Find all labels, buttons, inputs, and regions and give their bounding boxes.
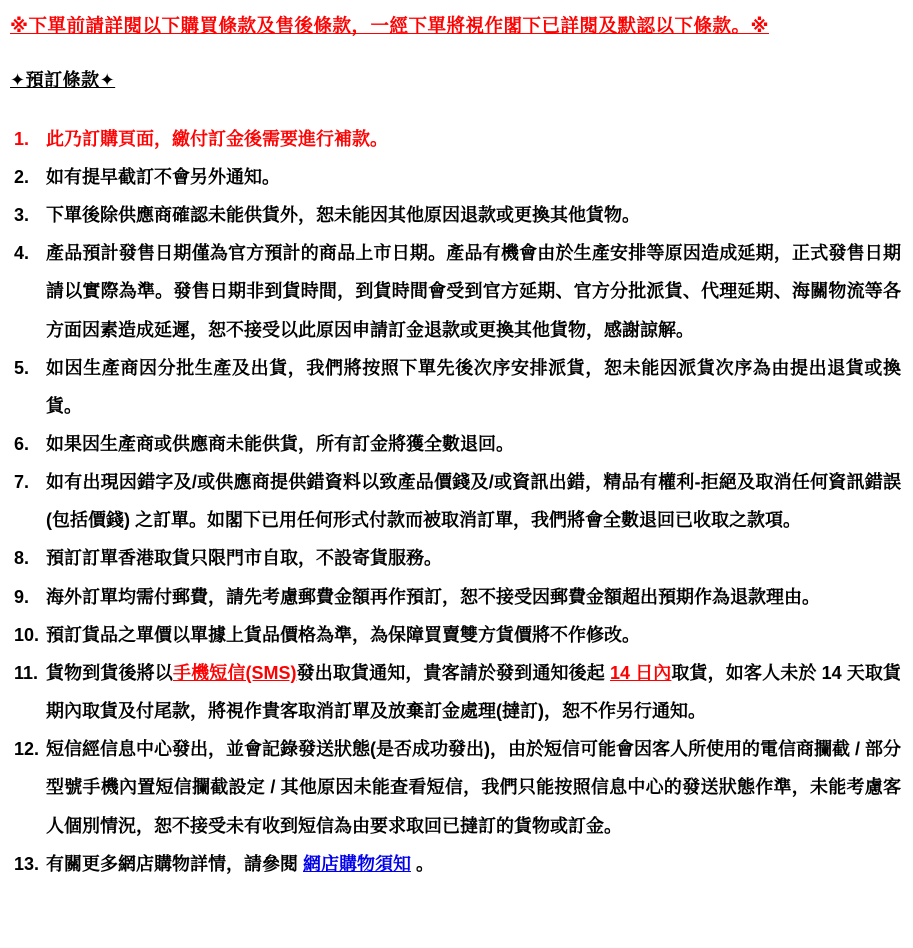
term-text (46, 739, 901, 835)
term-segment: 海外訂單均需付郵費，請先考慮郵費金額再作預訂，恕不接受因郵費金額超出預期作為退款理由。 (46, 586, 820, 607)
term-item-3 (10, 196, 901, 234)
term-item-13 (10, 845, 901, 883)
term-item-10 (10, 616, 901, 654)
term-segment: 預訂訂單香港取貨只限門市自取，不設寄貨服務。 (46, 548, 442, 569)
term-number: 13. (14, 853, 40, 874)
term-number: 3. (14, 205, 30, 226)
term-segment: 如果因生產商或供應商未能供貨，所有訂金將獲全數退回。 (46, 434, 514, 454)
term-segment: 取貨，如客人未於 14 天取貨期內取貨及付尾款，將視作貴客取消訂單及放棄訂金處理(撻訂)，恕不作另行通知。 (46, 662, 902, 722)
term-text (46, 129, 388, 149)
term-text (46, 358, 901, 416)
term-item-1 (10, 120, 901, 158)
term-text (46, 243, 901, 339)
shop-guide-link[interactable]: 網店購物須知 (303, 853, 411, 874)
term-item-6 (10, 425, 901, 463)
term-segment: 有關更多網店購物詳情，請參閱 (46, 853, 303, 874)
term-number: 11. (14, 662, 39, 683)
term-text (46, 625, 640, 645)
term-number: 2. (14, 166, 30, 187)
term-text (46, 663, 901, 721)
term-text (46, 548, 442, 568)
term-number: 8. (14, 548, 30, 569)
term-segment: 短信經信息中心發出，並會記錄發送狀態(是否成功發出)，由於短信可能會因客人所使用的電信商攔截 / 部分型號手機內置短信攔截設定 / 其他原因未能查看短信，我們只能按照信息中心的發送狀態作準，未能考慮客人個別情況，恕不接受未有收到短信為由要求取回已撻訂的貨物或訂金。 (46, 739, 901, 836)
term-item-9 (10, 578, 901, 616)
term-number: 4. (14, 243, 30, 264)
term-segment: 產品預計發售日期僅為官方預計的商品上市日期。產品有機會由於生產安排等原因造成延期，正式發售日期請以實際為準。發售日期非到貨時間，到貨時間會受到官方延期、官方分批派貨、代理延期、海關物流等各方面因素造成延遲，恕不接受以此原因申請訂金退款或更換其他貨物，感謝諒解。 (46, 243, 901, 340)
term-number: 7. (14, 472, 30, 493)
term-segment: 預訂貨品之單價以單據上貨品價格為準，為保障買賣雙方貨價將不作修改。 (46, 624, 640, 645)
term-segment: 貨物到貨後將以 (46, 662, 173, 683)
term-item-4 (10, 234, 901, 348)
term-item-5 (10, 349, 901, 425)
term-item-2 (10, 158, 901, 196)
terms-list (10, 120, 901, 883)
term-item-8 (10, 539, 901, 577)
term-text (46, 587, 820, 607)
term-item-7 (10, 463, 901, 539)
term-segment: 此乃訂購頁面，繳付訂金後需要進行補款。 (46, 128, 388, 149)
term-segment: 發出取貨通知，貴客請於發到通知後起 (296, 662, 610, 683)
term-number: 12. (14, 739, 40, 760)
term-text (46, 167, 280, 187)
term-segment: 14 日內 (609, 662, 672, 683)
term-segment: 。 (411, 853, 435, 874)
term-segment: 如因生產商因分批生產及出貨，我們將按照下單先後次序安排派貨，恕未能因派貨次序為由提出退貨或換貨。 (46, 357, 901, 416)
term-number: 5. (14, 357, 30, 378)
term-segment: 如有出現因錯字及/或供應商提供錯資料以致產品價錢及/或資訊出錯，精品有權利-拒絕及取消任何資訊錯誤(包括價錢) 之訂單。如閣下已用任何形式付款而被取消訂單，我們將會全數退回已收取之款項。 (46, 472, 901, 531)
term-number: 6. (14, 434, 30, 454)
term-number: 1. (14, 128, 30, 149)
term-segment: 下單後除供應商確認未能供貨外，恕未能因其他原因退款或更換其他貨物。 (46, 205, 640, 226)
term-number: 10. (14, 624, 40, 645)
section-title-preorder-terms: ✦預訂條款✦ (10, 69, 116, 90)
term-segment: 如有提早截訂不會另外通知。 (46, 166, 280, 187)
term-item-11 (10, 654, 901, 730)
term-text (46, 854, 434, 874)
term-item-12 (10, 730, 901, 844)
term-text (46, 434, 514, 454)
term-text (46, 205, 640, 225)
term-number: 9. (14, 586, 30, 607)
term-segment: 手機短信(SMS) (172, 662, 297, 683)
purchase-notice-banner: ※下單前請詳閱以下購買條款及售後條款，一經下單將視作閣下已詳閱及默認以下條款。※ (10, 15, 769, 36)
term-text (46, 472, 901, 530)
